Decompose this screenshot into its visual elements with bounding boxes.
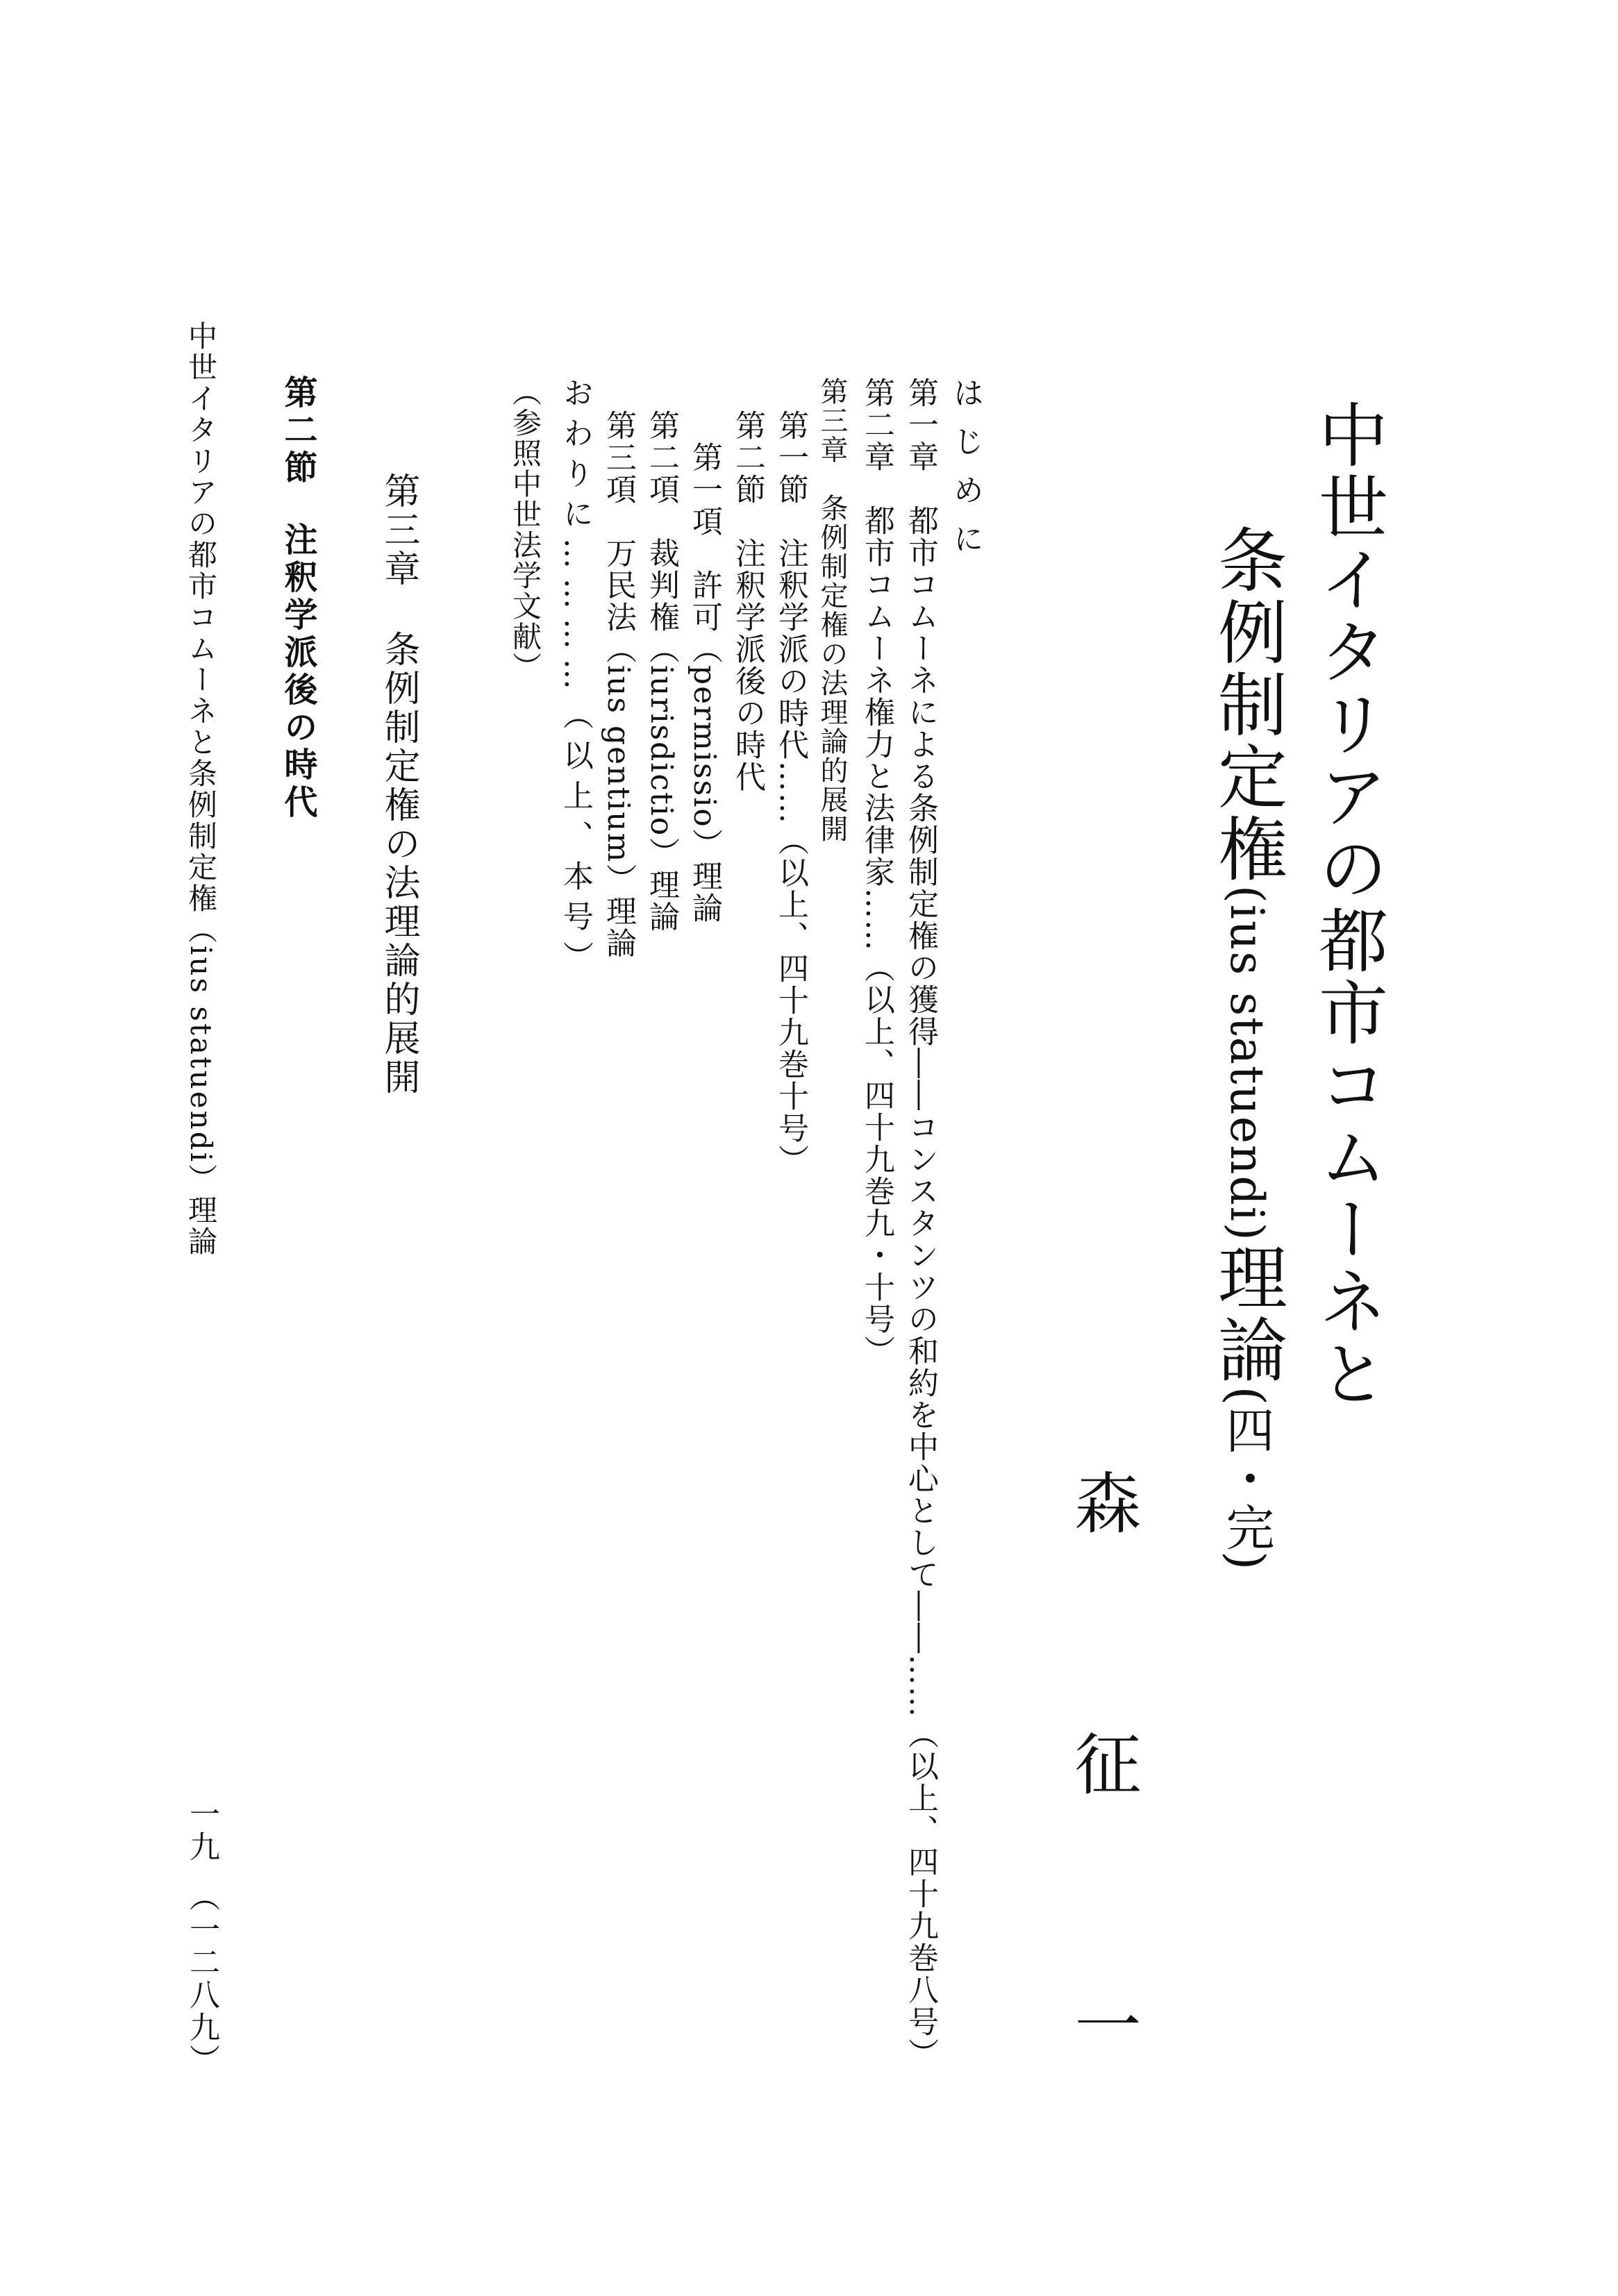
toc-chapter-3: 第三章 条例制定権の法理論的展開: [816, 377, 848, 844]
author-name: 森征一: [1064, 1468, 1142, 2252]
chapter-heading-label: 第三章: [378, 472, 419, 589]
chapter-heading: [378, 472, 419, 1097]
title-part-number: (四・完): [1218, 1386, 1275, 1570]
toc-conclusion: おわりに…………（以上、本号）: [558, 377, 593, 981]
title-latin-term: (ius statuendi): [1220, 885, 1274, 1242]
article-title-line2: [1206, 524, 1287, 1570]
toc-chapter-2: 第二章 都市コムーネ権力と法律家……（以上、四十九巻九・十号）: [859, 377, 894, 1367]
page-number: 一九 （一二八九）: [184, 1798, 219, 2077]
running-head: 中世イタリアの都市コムーネと条例制定権（ius statuendi）理論: [184, 321, 218, 1258]
article-title-line1: 中世イタリアの都市コムーネと: [1307, 399, 1388, 1410]
toc-introduction: はじめに: [948, 377, 983, 571]
toc-item-1: 第一項 許可（permissio）理論: [687, 442, 722, 924]
title-main-text: 条例制定権: [1206, 524, 1287, 885]
title-theory-text: 理論: [1206, 1241, 1287, 1386]
section-heading-title: 注釈学派後の時代: [278, 522, 317, 822]
toc-item-3: 第三項 万民法（ius gentium）理論: [601, 410, 636, 960]
toc-item-2: 第二項 裁判権（iurisdictio）理論: [644, 410, 679, 933]
toc-chapter-1: 第一章 都市コムーネによる条例制定権の獲得――コンスタンツの和約を中心として――……（以上、四十九巻八号）: [903, 377, 938, 2070]
chapter-heading-title: 条例制定権の法理論的展開: [378, 630, 419, 1097]
section-heading-label: 第二節: [278, 375, 317, 487]
toc-section-2: 第二節 注釈学派後の時代: [730, 410, 765, 793]
toc-references: （参照中世法学文献）: [508, 377, 542, 682]
section-heading: [278, 375, 317, 822]
toc-section-1: 第一節 注釈学派の時代……（以上、四十九巻十号）: [773, 410, 808, 1176]
